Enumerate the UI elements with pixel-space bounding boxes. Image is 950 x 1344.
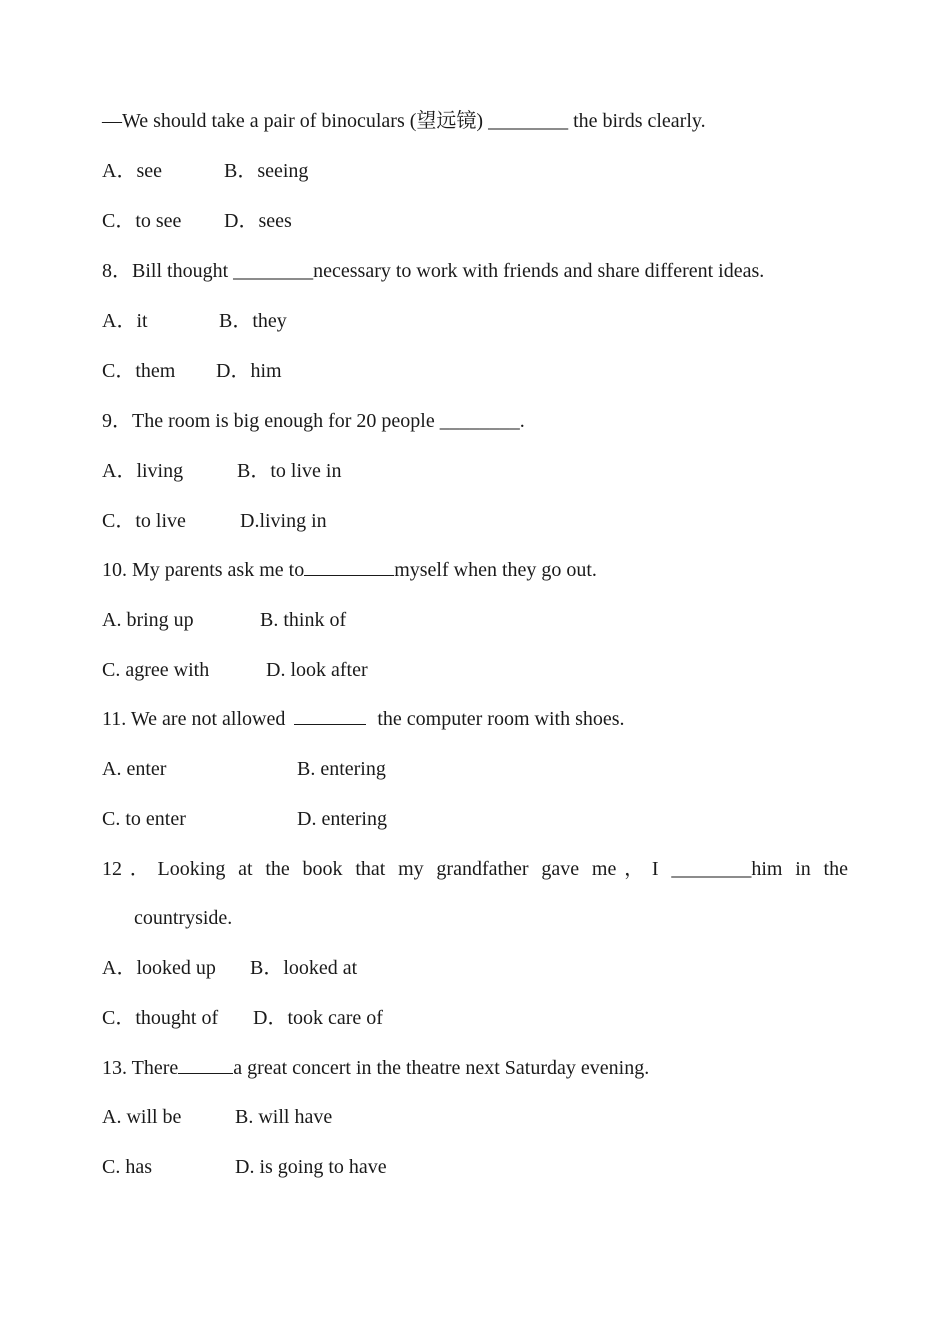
q13-stem-post: a great concert in the theatre next Saturday evening. (233, 1057, 650, 1079)
q7-option-b: B．seeing (224, 160, 309, 182)
q12-option-b: B．looked at (250, 957, 358, 979)
q8-option-c: C．them (102, 360, 176, 382)
q12-option-c: C．thought of (102, 1007, 219, 1029)
q12-stem-line2 (134, 905, 232, 931)
q13-option-c: C. has (102, 1156, 152, 1178)
q9-option-c: C．to live (102, 510, 186, 532)
q12-stem-line1 (102, 856, 848, 882)
q11-option-a: A. enter (102, 758, 167, 780)
q9-stem (102, 408, 525, 434)
q11-answer-blank (294, 706, 366, 725)
q10-stem-post: myself when they go out. (394, 559, 597, 581)
q10-option-b: B. think of (260, 609, 347, 631)
q7-stem-text: —We should take a pair of binoculars (望远镜) ________ the birds clearly. (102, 110, 706, 132)
q8-stem-text: 8．Bill thought ________necessary to work with friends and share different ideas. (102, 260, 765, 282)
q9-option-d: D.living in (240, 510, 327, 532)
q10-stem (102, 557, 597, 583)
q11-option-d: D. entering (297, 808, 387, 830)
q10-answer-blank (304, 557, 394, 576)
q12-option-d: D．took care of (253, 1007, 383, 1029)
q12-option-a: A．looked up (102, 957, 216, 979)
q11-stem-post: the computer room with shoes. (377, 708, 625, 730)
q9-option-a: A．living (102, 460, 184, 482)
q8-option-b: B．they (219, 310, 287, 332)
q10-stem-pre: 10. My parents ask me to (102, 559, 305, 581)
q10-option-a: A. bring up (102, 609, 194, 631)
q7-option-c: C．to see (102, 210, 182, 232)
q13-answer-blank (178, 1055, 233, 1074)
q8-option-d: D．him (216, 360, 282, 382)
q9-stem-text: 9．The room is big enough for 20 people ________. (102, 410, 525, 432)
q8-option-a: A．it (102, 310, 148, 332)
q11-stem (102, 706, 625, 732)
q10-option-d: D. look after (266, 659, 368, 681)
q7-option-d: D．sees (224, 210, 292, 232)
q11-option-b: B. entering (297, 758, 386, 780)
q13-option-b: B. will have (235, 1106, 333, 1128)
q12-stem-text-line1: 12．Looking at the book that my grandfather gave me，I ________him in the (102, 858, 848, 880)
q11-option-c: C. to enter (102, 808, 186, 830)
q12-stem-text-line2: countryside. (134, 907, 233, 929)
q13-stem-pre: 13. There (102, 1057, 179, 1079)
q13-option-a: A. will be (102, 1106, 182, 1128)
q13-stem (102, 1055, 649, 1081)
q7-stem (102, 108, 706, 134)
q8-stem (102, 258, 764, 284)
q9-option-b: B．to live in (237, 460, 342, 482)
q11-stem-pre: 11. We are not allowed (102, 708, 286, 730)
q10-option-c: C. agree with (102, 659, 210, 681)
q7-option-a: A．see (102, 160, 162, 182)
q13-option-d: D. is going to have (235, 1156, 387, 1178)
